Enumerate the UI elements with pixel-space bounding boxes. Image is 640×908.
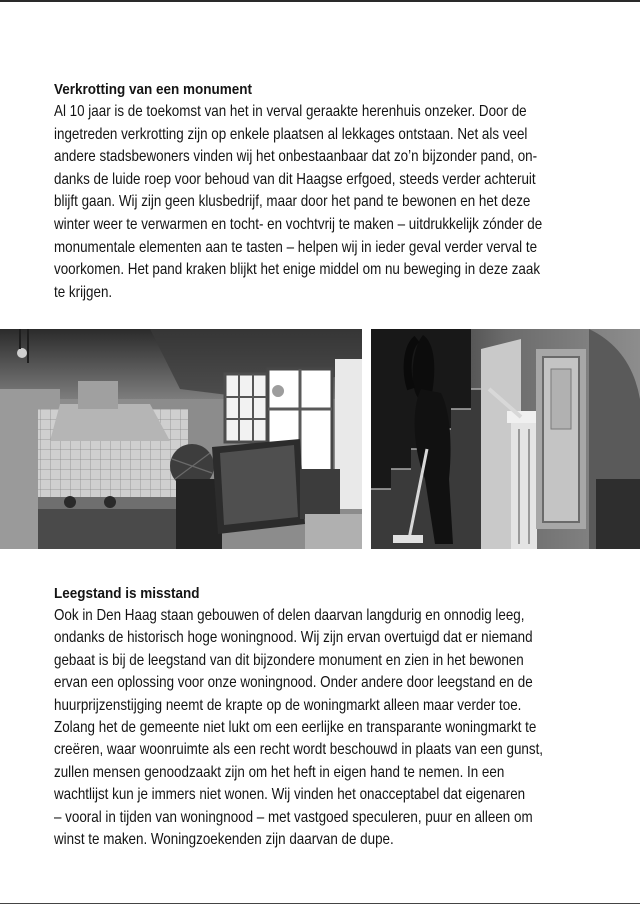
paragraph-line: ondanks de historisch hoge woningnood. Wij zijn ervan overtuigd dat er niemand (54, 629, 533, 647)
paragraph-line: danks de luide roep voor behoud van dit Haagse erfgoed, steeds verder achteruit (54, 170, 536, 188)
paragraph-line: huurprijzenstijging neemt de krapte op de woningmarkt alleen maar verder toe. (54, 696, 522, 714)
paragraph-line: winst te maken. Woningzoekenden zijn daarvan de dupe. (54, 831, 394, 849)
paragraph-line: ingetreden verkrotting zijn op enkele plaatsen al lekkages ontstaan. Net als veel (54, 125, 528, 143)
paragraph-line: creëren, waar woonruimte als een recht wordt beschouwd in plaats van een gunst, (54, 741, 544, 759)
section-heading: Verkrotting van een monument (54, 81, 253, 98)
paragraph-line: te krijgen. (54, 283, 113, 301)
paragraph-line: winter weer te verwarmen en tocht- en vochtvrij te maken – uitdrukkelijk zónder de (54, 215, 543, 233)
paragraph-line: blijft gaan. Wij zijn geen klusbedrijf, maar door het pand te bewonen en het deze (54, 193, 531, 211)
paragraph-line: ervan een oplossing voor onze woningnood. Onder andere door leegstand en de (54, 674, 533, 692)
paragraph-line: gebaat is bij de leegstand van dit bijzondere monument en zien in het bewonen (54, 651, 524, 669)
staircase-photo-image (371, 329, 640, 549)
paragraph-line: Zolang het de gemeente niet lukt om een eerlijke en transparante woningmarkt te (54, 719, 537, 737)
staircase-sweeping-photo (371, 329, 640, 549)
paragraph-line: Ook in Den Haag staan gebouwen of delen daarvan langdurig en onnodig leeg, (54, 607, 525, 624)
paragraph-line: – vooral in tijden van woningnood – met vastgoed speculeren, puur en alleen om (54, 808, 533, 826)
paragraph-line: monumentale elementen aan te tasten – helpen wij in ieder geval verder verval te (54, 238, 538, 256)
paragraph-line: Al 10 jaar is de toekomst van het in verval geraakte herenhuis onzeker. Door de (54, 103, 527, 120)
paragraph-line: voorkomen. Het pand kraken blijkt het enige middel om nu beweging in deze zaak (54, 261, 541, 279)
paragraph-line: wachtlijst kun je immers niet wonen. Wij vinden het onacceptabel dat eigenaren (54, 786, 526, 804)
paragraph-line: zullen mensen genoodzaakt zijn om het heft in eigen hand te nemen. In een (54, 763, 505, 781)
section-heading: Leegstand is misstand (54, 585, 200, 602)
paragraph-line: andere stadsbewoners vinden wij het onbestaanbaar dat zo’n bijzonder pand, on- (54, 148, 538, 166)
kitchen-photo-image (0, 329, 362, 549)
kitchen-photo (0, 329, 362, 549)
bottom-rule (0, 903, 640, 904)
top-rule (0, 0, 640, 2)
section-leegstand (54, 583, 594, 851)
section-verkrotting (54, 79, 594, 304)
